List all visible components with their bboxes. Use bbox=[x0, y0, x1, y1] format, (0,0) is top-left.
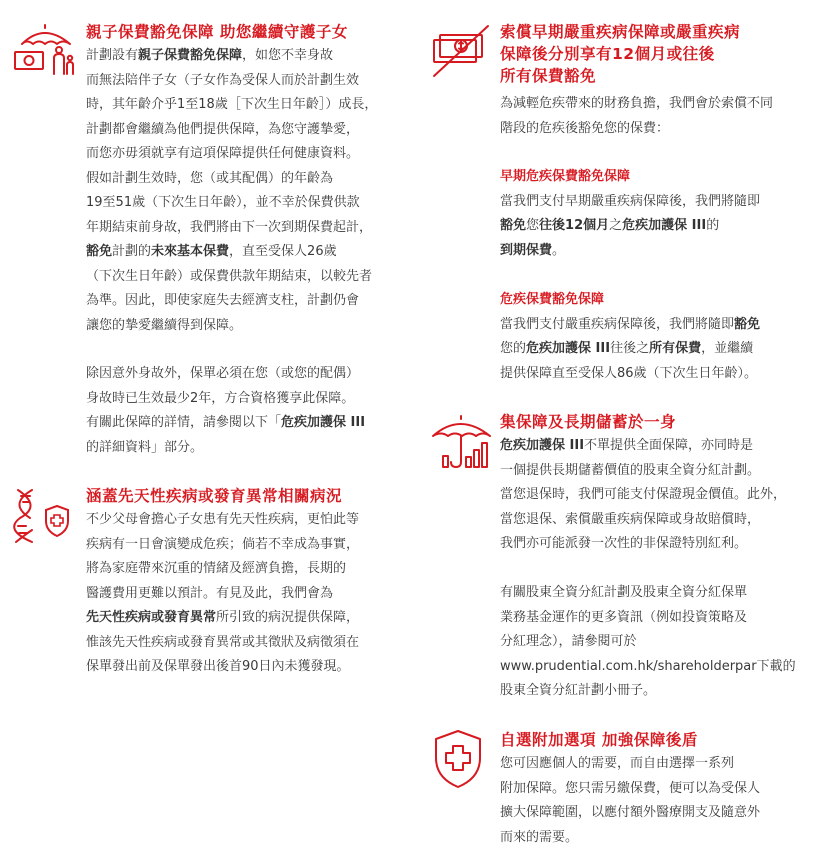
text-line: 先天性疾病或發育異常所引致的病況提供保障， bbox=[86, 610, 360, 625]
text-line: 您可因應個人的需要，而自由選擇一系列 bbox=[500, 756, 735, 771]
text-line: 當您退保、索償嚴重疾病保障或身故賠償時， bbox=[500, 511, 761, 527]
early-waiver bbox=[500, 165, 760, 263]
text-line: 而無法陪伴子女（子女作為受保人而於計劃生效 bbox=[86, 72, 360, 88]
text-line: 當我們支付早期嚴重疾病保障後，我們將隨即 bbox=[500, 193, 761, 209]
optional-title: 自選附加選項 加強保障後盾 bbox=[500, 731, 698, 749]
money-crossed-icon bbox=[430, 22, 492, 80]
savings-title: 集保障及長期儲蓄於一身 bbox=[500, 413, 677, 431]
text-line: 將為家庭帶來沉重的情緒及經濟負擔，長期的 bbox=[86, 561, 347, 576]
medical-shield-icon bbox=[430, 728, 486, 790]
text-line: 股東全資分紅計劃小冊子。 bbox=[500, 683, 657, 698]
title-line: 所有保費豁免 bbox=[500, 67, 597, 85]
title-line: 保障後分別享有12個月或往後 bbox=[500, 45, 715, 63]
title-line: 索償早期嚴重疾病保障或嚴重疾病 bbox=[500, 23, 741, 41]
text-line: 一個提供長期儲蓄價值的股東全資分紅計劃。 bbox=[500, 462, 761, 478]
savings-body bbox=[500, 434, 786, 557]
text-line: 時，其年齡介乎1至18歲［下次生日年齡］）成長， bbox=[86, 97, 378, 112]
text-line: 有關股東全資分紅計劃及股東全資分紅保單 bbox=[500, 585, 748, 600]
text-line: 分紅理念），請參閱可於 bbox=[500, 634, 637, 649]
waiver-title: 親子保費豁免保障 助您繼續守護子女 bbox=[86, 23, 348, 41]
text-line: 豁免您往後12個月之危疾加護保 III的 bbox=[500, 218, 720, 233]
dna-shield-icon bbox=[12, 486, 74, 546]
text-line: www.prudential.com.hk/shareholderpar下載的 bbox=[500, 658, 796, 674]
ci-waiver-title: 危疾保費豁免保障 bbox=[500, 292, 605, 307]
text-line: 計劃都會繼續為他們提供保障，為您守護摯愛， bbox=[86, 121, 360, 137]
text-line: 危疾加護保 III不單提供全面保障，亦同時是 bbox=[500, 438, 754, 453]
text-line: 不少父母會擔心子女患有先天性疾病，更怕此等 bbox=[86, 512, 360, 527]
text-line: 假如計劃生效時，您（或其配偶）的年齡為 bbox=[86, 170, 334, 186]
text-line: 而來的需要。 bbox=[500, 829, 579, 845]
umbrella-growth-icon bbox=[430, 412, 494, 472]
text-line: 醫護費用更難以預計。有見及此，我們會為 bbox=[86, 585, 334, 601]
text-line: 19至51歲（下次生日年齡），並不幸於保費供款 bbox=[86, 195, 360, 210]
congenital-body bbox=[86, 508, 359, 680]
optional-body bbox=[500, 752, 760, 850]
text-line: 擴大保障範圍，以應付額外醫療開支及隨意外 bbox=[500, 805, 761, 820]
text-line: 我們亦可能派發一次性的非保證特別紅利。 bbox=[500, 536, 748, 551]
early-waiver-title: 早期危疾保費豁免保障 bbox=[500, 169, 631, 184]
text-line: 而您亦毋須就享有這項保障提供任何健康資料。 bbox=[86, 146, 360, 161]
ci-waiver bbox=[500, 288, 760, 386]
text-line: 身故時已生效最少2年，方合資格獲享此保障。 bbox=[86, 390, 355, 406]
text-line: 當我們支付嚴重疾病保障後，我們將隨即豁免 bbox=[500, 316, 761, 332]
text-line: 為減輕危疾帶來的財務負擔，我們會於索償不同 bbox=[500, 96, 774, 111]
text-line: 計劃設有親子保費豁免保障，如您不幸身故 bbox=[86, 48, 334, 63]
text-line: 當您退保時，我們可能支付保證現金價值。此外， bbox=[500, 487, 787, 502]
text-line: 讓您的摯愛繼續得到保障。 bbox=[86, 317, 243, 333]
umbrella-family-icon bbox=[12, 20, 76, 78]
text-line: 除因意外身故外，保單必須在您（或您的配偶） bbox=[86, 366, 360, 381]
text-line: 有關此保障的詳情，請參閱以下「危疾加護保 III bbox=[86, 415, 366, 430]
congenital-title: 涵蓋先天性疾病或發育異常相關病況 bbox=[86, 487, 343, 505]
major-title bbox=[500, 21, 740, 87]
major-intro bbox=[500, 92, 773, 141]
text-line: 惟該先天性疾病或發育異常或其徵狀及病徵須在 bbox=[86, 634, 360, 650]
text-line: 疾病有一日會演變成危疾；倘若不幸成為事實， bbox=[86, 536, 360, 552]
text-line: 年期結束前身故，我們將由下一次到期保費起計， bbox=[86, 219, 373, 235]
text-line: 附加保障。您只需另繳保費，便可以為受保人 bbox=[500, 780, 761, 796]
text-line: （下次生日年齡）或保費供款年期結束，以較先者 bbox=[86, 268, 373, 284]
text-line: 您的危疾加護保 III往後之所有保費，並繼續 bbox=[500, 341, 754, 356]
text-line: 豁免計劃的未來基本保費，直至受保人26歲 bbox=[86, 244, 337, 259]
text-line: 階段的危疾後豁免您的保費： bbox=[500, 120, 670, 136]
text-line: 的詳細資料」部分。 bbox=[86, 439, 204, 455]
waiver-body bbox=[86, 44, 377, 338]
text-line: 為準。因此，即使家庭失去經濟支柱，計劃仍會 bbox=[86, 293, 360, 308]
savings-note bbox=[500, 581, 796, 704]
text-line: 保單發出前及保單發出後首90日內未獲發現。 bbox=[86, 659, 350, 674]
waiver-note bbox=[86, 362, 365, 460]
text-line: 提供保障直至受保人86歲（下次生日年齡）。 bbox=[500, 365, 758, 381]
text-line: 到期保費。 bbox=[500, 242, 566, 258]
text-line: 業務基金運作的更多資訊（例如投資策略及 bbox=[500, 609, 748, 625]
